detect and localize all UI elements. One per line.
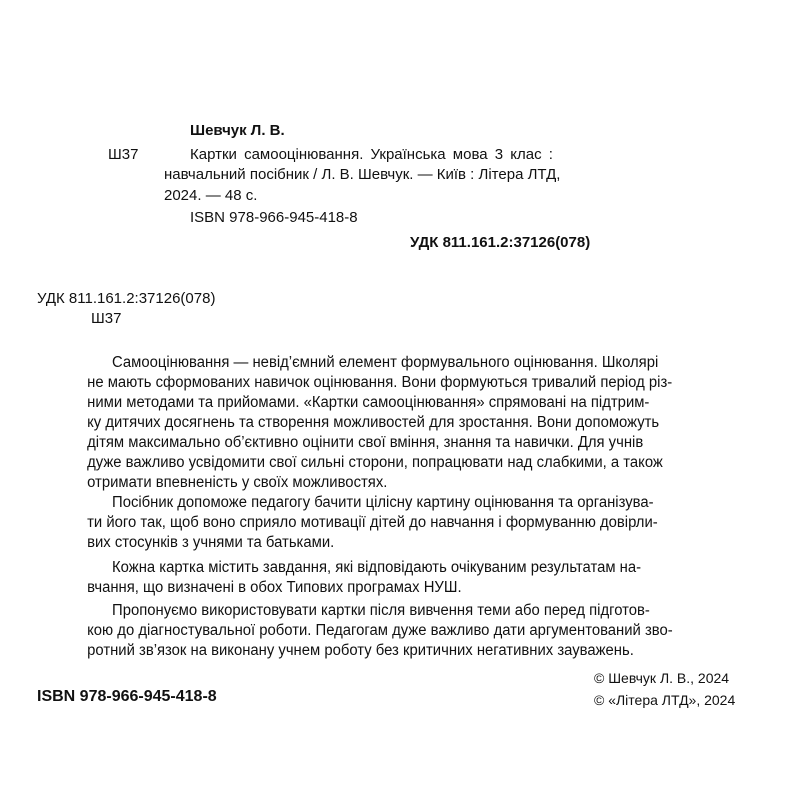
card-udk: УДК 811.161.2:37126(078)	[410, 234, 591, 251]
annotation-line: отримати впевненість у своїх можливостях.	[87, 474, 388, 491]
annotation-line: Посібник допоможе педагогу бачити цілісну картину оцінювання та організува-	[112, 494, 654, 511]
annotation-line: ними методами та прийомами. «Картки самооцінювання» спрямовані на підтрим-	[87, 394, 650, 411]
card-line: 2024. — 48 с.	[164, 187, 258, 204]
classification-code: Ш37	[91, 310, 122, 327]
annotation-line: не мають сформованих навичок оцінювання. Вони формуються тривалий період різ-	[87, 374, 673, 391]
annotation-line: вчання, що визначені в обох Типових програмах НУШ.	[87, 579, 462, 596]
copyright-publisher: © «Літера ЛТД», 2024	[594, 692, 736, 708]
copyright-author: © Шевчук Л. В., 2024	[594, 670, 730, 686]
annotation-line: дітям максимально об’єктивно оцінити свої вміння, знання та навички. Для учнів	[87, 434, 644, 451]
card-code: Ш37	[108, 146, 139, 163]
card-title-line: Картки самооцінювання. Українська мова 3 клас :	[190, 146, 553, 163]
classification-udk: УДК 811.161.2:37126(078)	[37, 290, 216, 307]
annotation-line: Кожна картка містить завдання, які відповідають очікуваним результатам на-	[112, 559, 642, 576]
annotation-line: ти його так, щоб воно сприяло мотивації дітей до навчання і формуванню довірли-	[87, 514, 658, 531]
annotation-line: Самооцінювання — невід’ємний елемент формувального оцінювання. Школярі	[112, 354, 659, 371]
card-line: навчальний посібник / Л. В. Шевчук. — Київ : Літера ЛТД,	[164, 166, 561, 183]
card-author: Шевчук Л. В.	[190, 122, 285, 139]
annotation-line: Пропонуємо використовувати картки після вивчення теми або перед підготов-	[112, 602, 650, 619]
annotation-line: кою до діагностувальної роботи. Педагогам дуже важливо дати аргументований зво-	[87, 622, 673, 639]
annotation-line: дуже важливо усвідомити свої сильні сторони, попрацювати над слабкими, а також	[87, 454, 663, 471]
annotation-line: ку дитячих досягнень та створення можливостей для зростання. Вони допоможуть	[87, 414, 660, 431]
annotation-line: вих стосунків з учнями та батьками.	[87, 534, 335, 551]
annotation-line: ротний зв’язок на виконану учнем роботу без критичних негативних зауважень.	[87, 642, 634, 659]
footer-isbn: ISBN 978-966-945-418-8	[37, 688, 217, 705]
card-isbn: ISBN 978-966-945-418-8	[190, 209, 358, 226]
